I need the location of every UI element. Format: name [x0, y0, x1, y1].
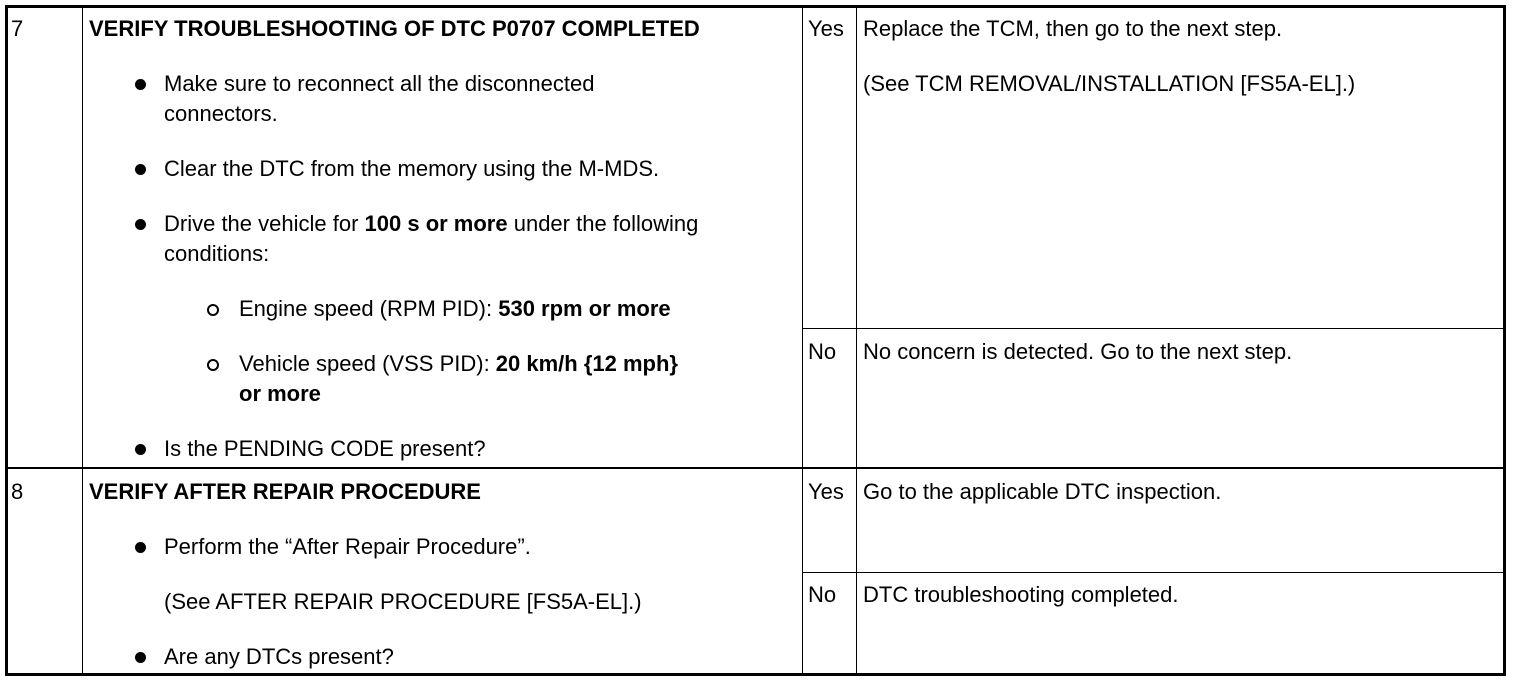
bullet-icon [135, 79, 146, 90]
instruction-text: Perform the “After Repair Procedure”. [164, 534, 531, 559]
bullet-icon [135, 164, 146, 175]
table-border-bottom [5, 673, 1506, 676]
step-number: 7 [11, 16, 24, 41]
condition-text: Engine speed (RPM PID): 530 rpm or more [239, 296, 671, 321]
no-label: No [808, 582, 837, 607]
yes-result: Replace the TCM, then go to the next step. [863, 16, 1283, 41]
table-border-right [1503, 5, 1506, 676]
condition-text: Vehicle speed (VSS PID): 20 km/h {12 mph} [239, 351, 678, 376]
sub-bullet-icon [207, 304, 219, 316]
yes-no-divider-row7 [802, 328, 1506, 329]
instruction-text: Clear the DTC from the memory using the M-MDS. [164, 156, 660, 181]
column-divider-result [856, 5, 857, 676]
no-result: DTC troubleshooting completed. [863, 582, 1179, 607]
instruction-text: connectors. [164, 101, 278, 126]
row-divider [5, 467, 1506, 469]
instruction-text: Make sure to reconnect all the disconnected [164, 71, 595, 96]
bullet-icon [135, 542, 146, 553]
no-label: No [808, 339, 837, 364]
yes-label: Yes [808, 16, 844, 41]
step-title: VERIFY AFTER REPAIR PROCEDURE [89, 479, 481, 504]
yes-no-divider-row8 [802, 572, 1506, 573]
condition-text: or more [239, 381, 321, 406]
table-border-left [5, 5, 8, 676]
instruction-text: conditions: [164, 241, 270, 266]
instruction-text: Drive the vehicle for 100 s or more under the following [164, 211, 699, 236]
bullet-icon [135, 652, 146, 663]
step-number: 8 [11, 479, 24, 504]
column-divider-step [82, 5, 83, 676]
no-result: No concern is detected. Go to the next step. [863, 339, 1293, 364]
reference-text: (See AFTER REPAIR PROCEDURE [FS5A-EL].) [164, 589, 642, 614]
bullet-icon [135, 219, 146, 230]
yes-result: Go to the applicable DTC inspection. [863, 479, 1222, 504]
yes-label: Yes [808, 479, 844, 504]
sub-bullet-icon [207, 359, 219, 371]
instruction-text: Are any DTCs present? [164, 644, 394, 669]
yes-result: (See TCM REMOVAL/INSTALLATION [FS5A-EL].) [863, 71, 1356, 96]
instruction-text: Is the PENDING CODE present? [164, 436, 486, 461]
step-title: VERIFY TROUBLESHOOTING OF DTC P0707 COMPLETED [89, 16, 700, 41]
table-border-top [5, 5, 1506, 8]
bullet-icon [135, 444, 146, 455]
column-divider-action [802, 5, 803, 676]
